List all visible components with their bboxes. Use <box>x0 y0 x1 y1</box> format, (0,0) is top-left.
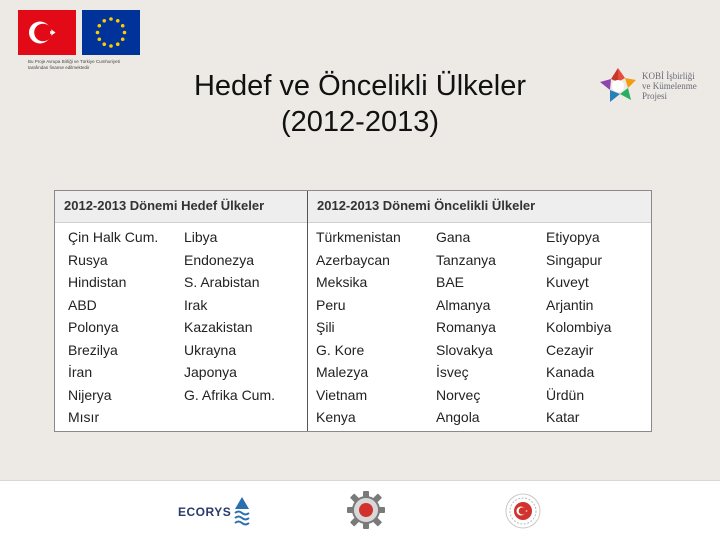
ecorys-logo <box>178 497 250 527</box>
target-countries-col-2 <box>184 226 275 406</box>
column-divider <box>307 191 308 431</box>
list-item: Katar <box>546 409 580 425</box>
ecorys-label: ECORYS <box>178 505 232 519</box>
list-item: Singapur <box>546 251 603 268</box>
kobi-project-logo <box>598 66 697 106</box>
list-item: İsveç <box>436 364 469 380</box>
list-item: Ürdün <box>546 386 585 403</box>
title-line-2: (2012-2013) <box>281 106 439 138</box>
list-item: Arjantin <box>546 296 594 313</box>
header-target-countries: 2012-2013 Dönemi Hedef Ülkeler <box>64 198 265 213</box>
list-item: Kenya <box>316 409 356 425</box>
kobi-line-2: ve Kümelenme <box>642 81 697 91</box>
list-item: Peru <box>316 296 346 313</box>
funding-logos <box>18 10 148 70</box>
list-item: Kolombiya <box>546 319 612 335</box>
list-item: Cezayir <box>546 341 594 358</box>
list-item: Meksika <box>316 274 368 290</box>
table-header-row <box>55 191 651 223</box>
list-item: Norveç <box>436 386 481 403</box>
turkey-flag-icon <box>18 10 76 55</box>
countries-table <box>54 190 652 432</box>
list-item: Kanada <box>546 364 595 380</box>
list-item: G. Afrika Cum. <box>184 386 276 403</box>
header-priority-countries: 2012-2013 Dönemi Öncelikli Ülkeler <box>317 198 536 213</box>
list-item: Türkmenistan <box>316 229 401 245</box>
gear-logo-icon <box>346 490 386 530</box>
list-item: Polonya <box>68 319 119 335</box>
list-item: Azerbaycan <box>316 251 390 268</box>
priority-countries-col-1 <box>316 226 401 429</box>
priority-countries-col-3 <box>546 226 611 429</box>
slide-title <box>150 68 570 140</box>
list-item: Malezya <box>316 364 369 380</box>
list-item: Etiyopya <box>546 229 600 245</box>
list-item: Angola <box>436 409 480 425</box>
list-item: Gana <box>436 229 471 245</box>
list-item: Rusya <box>68 251 108 268</box>
title-line-1: Hedef ve Öncelikli Ülkeler <box>193 70 526 102</box>
kobi-logo-text <box>642 71 697 101</box>
list-item: BAE <box>436 274 465 290</box>
list-item: Japonya <box>184 364 237 380</box>
list-item: Brezilya <box>68 341 118 358</box>
list-item: ABD <box>68 296 97 313</box>
target-countries-col-1 <box>68 226 158 429</box>
list-item: Libya <box>184 229 218 245</box>
kobi-star-icon <box>598 66 638 106</box>
list-item: Kuveyt <box>546 274 589 290</box>
list-item: G. Kore <box>316 341 365 358</box>
list-item: Endonezya <box>184 251 255 268</box>
list-item: İran <box>68 364 93 380</box>
kobi-line-1: KOBİ İşbirliği <box>642 71 695 81</box>
list-item: Slovakya <box>436 341 493 358</box>
priority-countries-col-2 <box>436 226 496 429</box>
kobi-line-3: Projesi <box>642 91 668 101</box>
list-item: Almanya <box>436 296 491 313</box>
ecorys-wave-icon <box>234 497 250 527</box>
list-item: Kazakistan <box>184 319 253 335</box>
list-item: Vietnam <box>316 386 368 403</box>
list-item: Mısır <box>68 409 100 425</box>
list-item: Romanya <box>436 319 496 335</box>
list-item: Ukrayna <box>184 341 237 358</box>
list-item: Tanzanya <box>436 251 496 268</box>
list-item: Nijerya <box>68 386 112 403</box>
list-item: Irak <box>184 296 208 313</box>
turkish-seal-icon <box>505 493 541 529</box>
eu-funding-caption: Bu Proje Avrupa Birliği ve Türkiye Cumhuriyeti tarafından finanse edilmektedir <box>28 59 120 70</box>
eu-flag-icon <box>82 10 140 55</box>
list-item: Çin Halk Cum. <box>68 229 159 245</box>
list-item: Hindistan <box>68 274 127 290</box>
list-item: Şili <box>316 319 335 335</box>
list-item: S. Arabistan <box>184 274 260 290</box>
